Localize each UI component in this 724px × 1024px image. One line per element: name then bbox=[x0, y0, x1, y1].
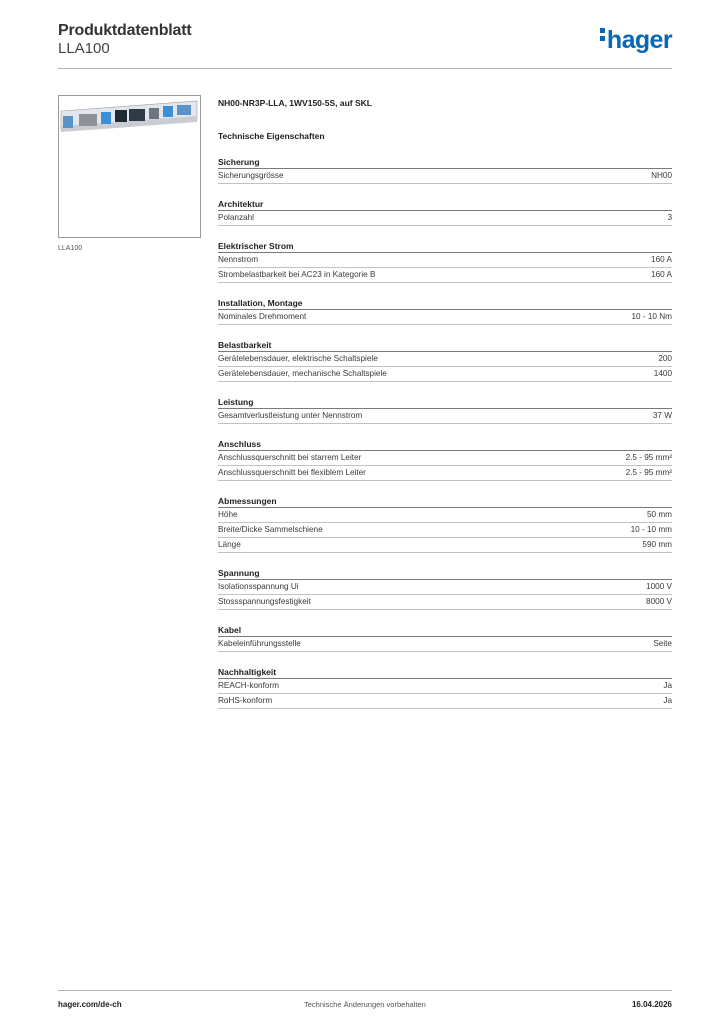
property-row bbox=[218, 523, 672, 538]
property-row bbox=[218, 211, 672, 226]
property-value: 10 - 10 Nm bbox=[631, 312, 672, 321]
property-label: Strombelastbarkeit bei AC23 in Kategorie B bbox=[218, 270, 376, 279]
group-title: Anschluss bbox=[218, 439, 672, 451]
property-row bbox=[218, 508, 672, 523]
datasheet-content bbox=[218, 96, 672, 709]
property-group bbox=[218, 298, 672, 325]
property-value: 2.5 - 95 mm² bbox=[625, 453, 672, 462]
property-value: Ja bbox=[663, 681, 672, 690]
group-title: Sicherung bbox=[218, 157, 672, 169]
property-value: 160 A bbox=[651, 255, 672, 264]
property-groups bbox=[218, 157, 672, 709]
page-footer bbox=[58, 990, 672, 1015]
property-group bbox=[218, 157, 672, 184]
property-label: Gerätelebensdauer, elektrische Schaltspiele bbox=[218, 354, 378, 363]
property-label: Anschlussquerschnitt bei starrem Leiter bbox=[218, 453, 362, 462]
page-title: Produktdatenblatt bbox=[58, 22, 192, 39]
property-group bbox=[218, 625, 672, 652]
property-row bbox=[218, 679, 672, 694]
property-row bbox=[218, 409, 672, 424]
property-label: RoHS-konform bbox=[218, 696, 273, 705]
property-label: Polanzahl bbox=[218, 213, 254, 222]
product-code: LLA100 bbox=[58, 40, 110, 57]
footer-date: 16.04.2026 bbox=[631, 1000, 672, 1009]
property-group bbox=[218, 397, 672, 424]
property-label: Höhe bbox=[218, 510, 238, 519]
property-value: 10 - 10 mm bbox=[630, 525, 672, 534]
hager-logo bbox=[600, 26, 672, 55]
property-group bbox=[218, 496, 672, 553]
property-label: Stossspannungsfestigkeit bbox=[218, 597, 311, 606]
property-value: 1400 bbox=[653, 369, 672, 378]
property-value: 160 A bbox=[651, 270, 672, 279]
property-group bbox=[218, 568, 672, 610]
property-row bbox=[218, 310, 672, 325]
product-description: NH00-NR3P-LLA, 1WV150-5S, auf SKL bbox=[218, 98, 372, 108]
property-group bbox=[218, 340, 672, 382]
property-label: Länge bbox=[218, 540, 241, 549]
property-label: Anschlussquerschnitt bei flexiblem Leiter bbox=[218, 468, 366, 477]
property-row bbox=[218, 169, 672, 184]
property-row bbox=[218, 538, 672, 553]
footer-note: Technische Änderungen vorbehalten bbox=[304, 1000, 426, 1009]
group-title: Leistung bbox=[218, 397, 672, 409]
property-row bbox=[218, 595, 672, 610]
group-title: Spannung bbox=[218, 568, 672, 580]
property-row bbox=[218, 268, 672, 283]
property-label: Sicherungsgrösse bbox=[218, 171, 284, 180]
property-group bbox=[218, 199, 672, 226]
property-label: Gesamtverlustleistung unter Nennstrom bbox=[218, 411, 363, 420]
image-caption: LLA100 bbox=[58, 245, 83, 252]
group-title: Architektur bbox=[218, 199, 672, 211]
property-label: Nennstrom bbox=[218, 255, 259, 264]
property-group bbox=[218, 241, 672, 283]
logo-dots-icon bbox=[600, 28, 605, 44]
group-title: Kabel bbox=[218, 625, 672, 637]
property-value: 3 bbox=[667, 213, 672, 222]
property-label: Breite/Dicke Sammelschiene bbox=[218, 525, 323, 534]
group-title: Belastbarkeit bbox=[218, 340, 672, 352]
group-title: Elektrischer Strom bbox=[218, 241, 672, 253]
property-value: Ja bbox=[663, 696, 672, 705]
property-value: NH00 bbox=[651, 171, 672, 180]
property-label: Gerätelebensdauer, mechanische Schaltspiele bbox=[218, 369, 387, 378]
page-header bbox=[58, 20, 672, 69]
property-row bbox=[218, 253, 672, 268]
footer-website: hager.com/de-ch bbox=[58, 1000, 122, 1009]
property-value: 8000 V bbox=[646, 597, 672, 606]
property-value: 2.5 - 95 mm² bbox=[625, 468, 672, 477]
property-row bbox=[218, 694, 672, 709]
property-label: Isolationsspannung Ui bbox=[218, 582, 299, 591]
property-row bbox=[218, 352, 672, 367]
property-label: Kabeleinführungsstelle bbox=[218, 639, 301, 648]
property-group bbox=[218, 439, 672, 481]
property-row bbox=[218, 466, 672, 481]
group-title: Nachhaltigkeit bbox=[218, 667, 672, 679]
property-group bbox=[218, 667, 672, 709]
property-value: Seite bbox=[653, 639, 672, 648]
property-value: 1000 V bbox=[646, 582, 672, 591]
section-heading: Technische Eigenschaften bbox=[218, 131, 325, 141]
property-row bbox=[218, 367, 672, 382]
group-title: Abmessungen bbox=[218, 496, 672, 508]
property-label: Nominales Drehmoment bbox=[218, 312, 307, 321]
property-value: 590 mm bbox=[642, 540, 672, 549]
property-value: 50 mm bbox=[646, 510, 672, 519]
logo-text: hager bbox=[606, 26, 672, 54]
product-image bbox=[58, 95, 201, 238]
property-value: 37 W bbox=[652, 411, 672, 420]
group-title: Installation, Montage bbox=[218, 298, 672, 310]
property-row bbox=[218, 637, 672, 652]
property-label: REACH-konform bbox=[218, 681, 279, 690]
property-row bbox=[218, 451, 672, 466]
busbar-fuse-switch-image bbox=[59, 96, 200, 237]
property-value: 200 bbox=[658, 354, 672, 363]
property-row bbox=[218, 580, 672, 595]
